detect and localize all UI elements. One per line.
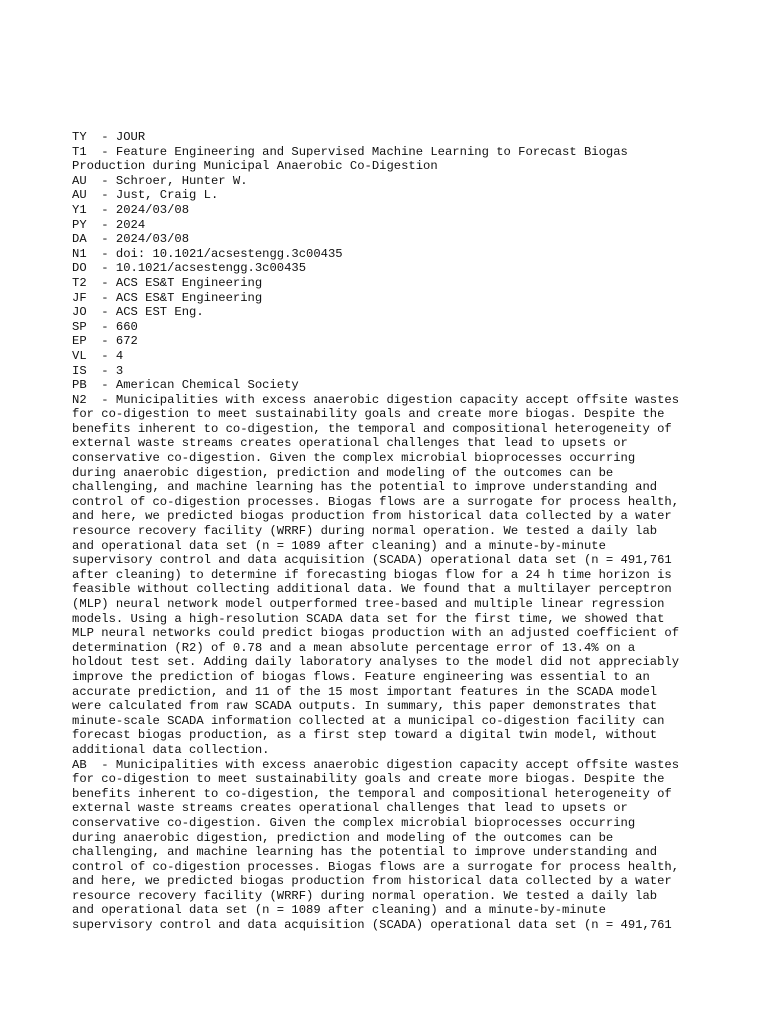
ris-citation-document bbox=[72, 130, 712, 933]
ris-line: and here, we predicted biogas production from historical data collected by a water bbox=[72, 509, 672, 524]
ris-line: T1 - Feature Engineering and Supervised Machine Learning to Forecast Biogas bbox=[72, 144, 628, 159]
ris-line: PB - American Chemical Society bbox=[72, 378, 299, 393]
ris-line: after cleaning) to determine if forecasting biogas flow for a 24 h time horizon is bbox=[72, 567, 672, 582]
ris-line: resource recovery facility (WRRF) during normal operation. We tested a daily lab bbox=[72, 524, 658, 539]
ris-line: additional data collection. bbox=[72, 742, 270, 757]
ris-line: AB - Municipalities with excess anaerobic digestion capacity accept offsite wastes bbox=[72, 757, 680, 772]
ris-line: accurate prediction, and 11 of the 15 most important features in the SCADA model bbox=[72, 684, 658, 699]
ris-line: DO - 10.1021/acsestengg.3c00435 bbox=[72, 261, 307, 276]
ris-line: T2 - ACS ES&T Engineering bbox=[72, 275, 263, 290]
ris-line: holdout test set. Adding daily laboratory analyses to the model did not appreciably bbox=[72, 655, 680, 670]
ris-line: control of co-digestion processes. Biogas flows are a surrogate for process health, bbox=[72, 859, 680, 874]
ris-line: benefits inherent to co-digestion, the temporal and compositional heterogeneity of bbox=[72, 786, 672, 801]
ris-line: N1 - doi: 10.1021/acsestengg.3c00435 bbox=[72, 246, 343, 261]
ris-line: VL - 4 bbox=[72, 348, 124, 363]
ris-line: IS - 3 bbox=[72, 363, 124, 378]
ris-line: models. Using a high-resolution SCADA data set for the first time, we showed that bbox=[72, 611, 665, 626]
ris-line: Production during Municipal Anaerobic Co-Digestion bbox=[72, 159, 438, 174]
ris-line: and operational data set (n = 1089 after cleaning) and a minute-by-minute bbox=[72, 538, 606, 553]
ris-line: minute-scale SCADA information collected at a municipal co-digestion facility can bbox=[72, 713, 665, 728]
ris-line: AU - Just, Craig L. bbox=[72, 188, 219, 203]
ris-line: Y1 - 2024/03/08 bbox=[72, 202, 190, 217]
ris-line: benefits inherent to co-digestion, the temporal and compositional heterogeneity of bbox=[72, 421, 672, 436]
ris-line: (MLP) neural network model outperformed tree-based and multiple linear regression bbox=[72, 597, 665, 611]
ris-line: SP - 660 bbox=[72, 319, 138, 334]
ris-line: challenging, and machine learning has the potential to improve understanding and bbox=[72, 480, 658, 495]
ris-line: supervisory control and data acquisition (SCADA) operational data set (n = 491,761 bbox=[72, 553, 672, 568]
ris-line: DA - 2024/03/08 bbox=[72, 232, 190, 247]
ris-line: JF - ACS ES&T Engineering bbox=[72, 290, 263, 305]
ris-line: external waste streams creates operational challenges that lead to upsets or bbox=[72, 801, 628, 816]
ris-line: improve the prediction of biogas flows. Feature engineering was essential to an bbox=[72, 669, 650, 684]
ris-line: forecast biogas production, as a first step toward a digital twin model, without bbox=[72, 728, 658, 743]
ris-line: were calculated from raw SCADA outputs. In summary, this paper demonstrates that bbox=[72, 699, 658, 714]
ris-line: for co-digestion to meet sustainability goals and create more biogas. Despite the bbox=[72, 772, 665, 787]
ris-line: TY - JOUR bbox=[72, 130, 146, 144]
ris-line: during anaerobic digestion, prediction and modeling of the outcomes can be bbox=[72, 830, 614, 845]
ris-line: JO - ACS EST Eng. bbox=[72, 305, 204, 320]
ris-line: and here, we predicted biogas production from historical data collected by a water bbox=[72, 874, 672, 889]
ris-line: determination (R2) of 0.78 and a mean absolute percentage error of 13.4% on a bbox=[72, 640, 636, 655]
ris-line: challenging, and machine learning has the potential to improve understanding and bbox=[72, 845, 658, 860]
ris-line: supervisory control and data acquisition (SCADA) operational data set (n = 491,761 bbox=[72, 918, 672, 933]
ris-line: feasible without collecting additional data. We found that a multilayer perceptron bbox=[72, 582, 672, 597]
ris-line: AU - Schroer, Hunter W. bbox=[72, 173, 248, 188]
ris-line: for co-digestion to meet sustainability goals and create more biogas. Despite the bbox=[72, 407, 665, 422]
ris-line: MLP neural networks could predict biogas production with an adjusted coefficient of bbox=[72, 626, 680, 641]
ris-line: resource recovery facility (WRRF) during normal operation. We tested a daily lab bbox=[72, 888, 658, 903]
ris-line: control of co-digestion processes. Biogas flows are a surrogate for process health, bbox=[72, 494, 680, 509]
ris-line: conservative co-digestion. Given the complex microbial bioprocesses occurring bbox=[72, 815, 636, 830]
ris-line: PY - 2024 bbox=[72, 217, 146, 232]
ris-line: conservative co-digestion. Given the complex microbial bioprocesses occurring bbox=[72, 451, 636, 466]
ris-line: during anaerobic digestion, prediction and modeling of the outcomes can be bbox=[72, 465, 614, 480]
ris-line: and operational data set (n = 1089 after cleaning) and a minute-by-minute bbox=[72, 903, 606, 918]
ris-line: N2 - Municipalities with excess anaerobic digestion capacity accept offsite wastes bbox=[72, 392, 680, 407]
ris-line: external waste streams creates operational challenges that lead to upsets or bbox=[72, 436, 628, 451]
ris-line: EP - 672 bbox=[72, 334, 138, 349]
